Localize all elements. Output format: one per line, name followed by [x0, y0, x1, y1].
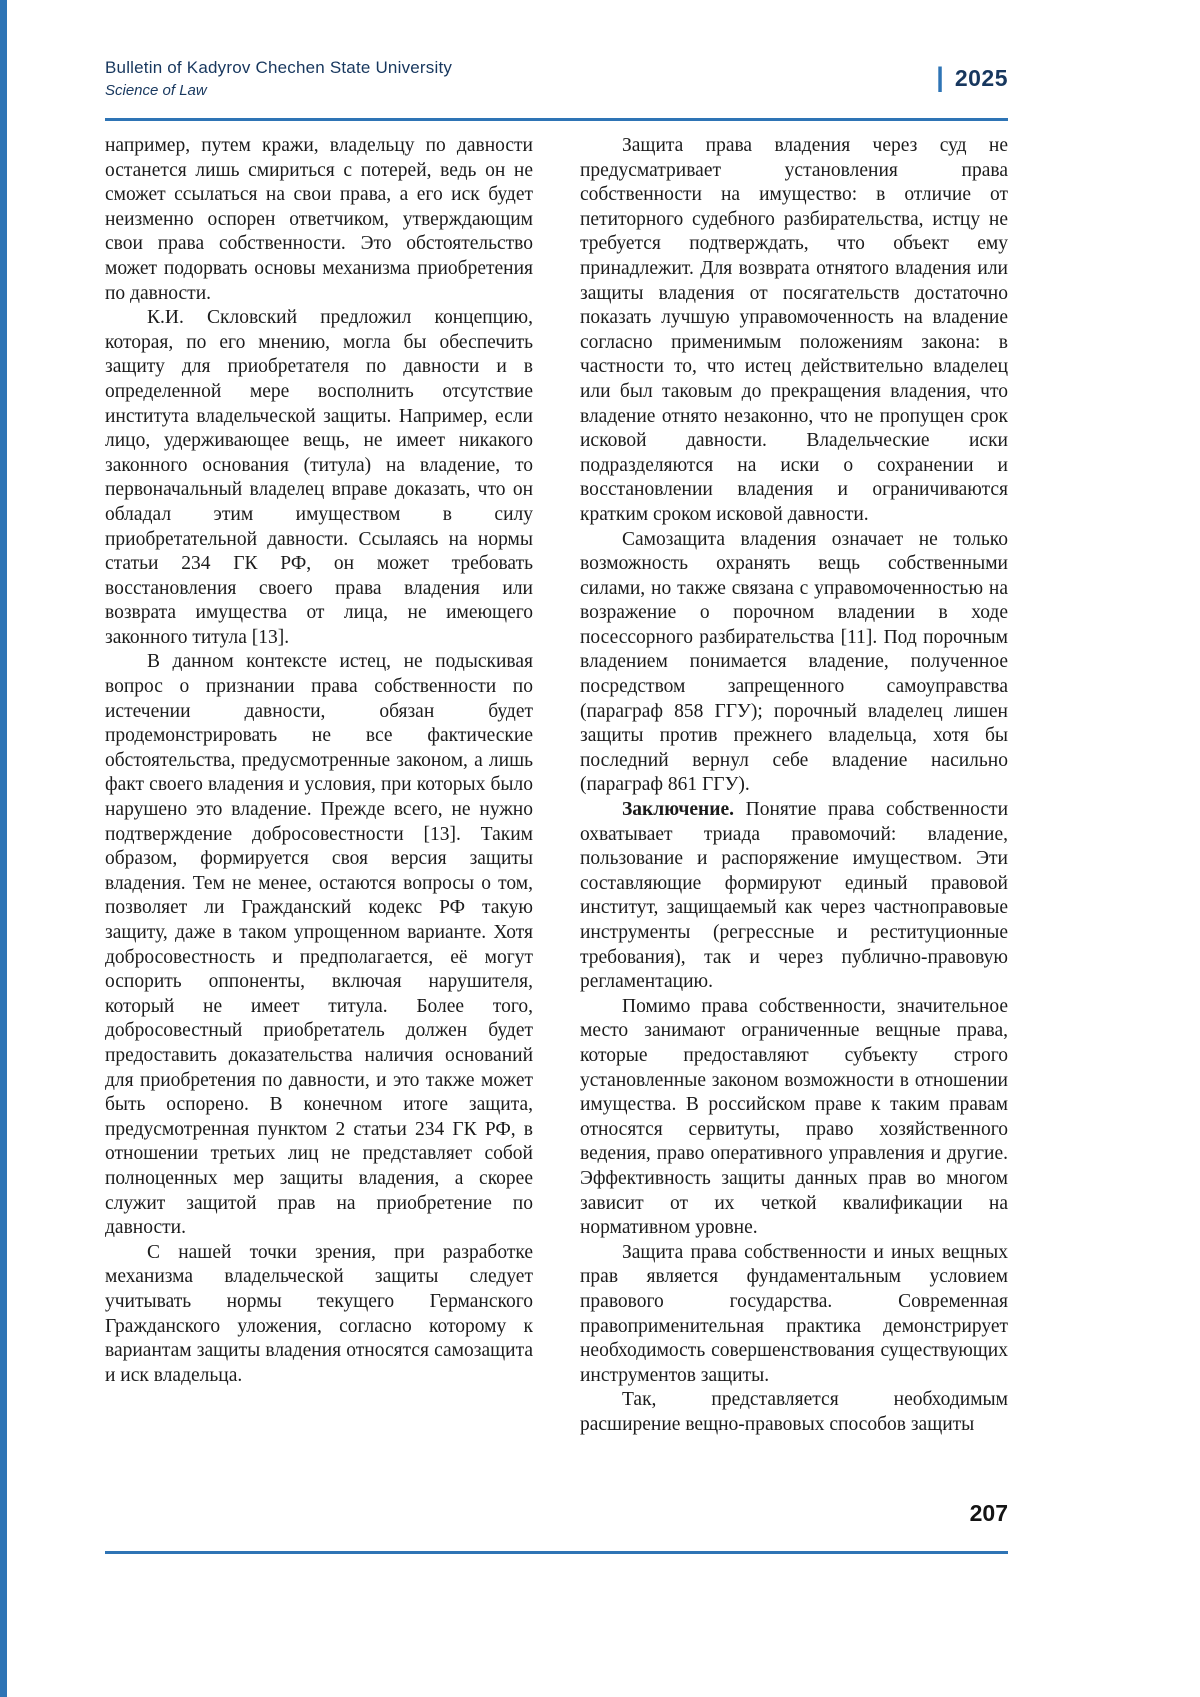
- paragraph: С нашей точки зрения, при разработке механизма владельческой защиты следует учитывать нормы текущего Германского Гражданского уложения, согласно которому к вариантам защиты владения относятся самозащита и иск владельца.: [105, 1241, 533, 1386]
- paragraph: Защита права собственности и иных вещных прав является фундаментальным условием правового государства. Современная правоприменительная практика демонстрирует необходимость совершенствования существующих инструментов защиты.: [580, 1241, 1008, 1386]
- paragraph: Самозащита владения означает не только возможность охранять вещь собственными силами, но также связана с управомоченностью на возражение о порочном владении в ходе посессорного разбирательства [11]. Под порочным владением понимается владение, полученное посредством запрещенного самоуправства (параграф 858 ГГУ); порочный владелец лишен защиты против прежнего владельца, хотя бы последний вернул себе владение насильно (параграф 861 ГГУ).: [580, 528, 1008, 796]
- footer-rule: [105, 1551, 1008, 1554]
- paragraph: Защита права владения через суд не предусматривает установления права собственности на имущество: в отличие от петиторного судебного разбирательства, истцу не требуется подтверждать, что объект ему принадлежит. Для возврата отнятого владения или защиты владения от посягательств достаточно показать лучшую управомоченность на владение согласно применимым положениям закона: в частности то, что истец действительно владелец или был таковым до прекращения владения, что владение отнято незаконно, что не пропущен срок исковой давности. Владельческие иски подразделяются на иски о сохранении и восстановлении владения и ограничиваются кратким сроком исковой давности.: [580, 135, 1008, 525]
- journal-title: Bulletin of Kadyrov Chechen State University: [105, 58, 453, 77]
- journal-header-right: [936, 62, 1008, 92]
- journal-subtitle: Science of Law: [105, 82, 207, 99]
- left-accent-bar: [0, 0, 7, 1697]
- journal-header-left: [105, 58, 452, 99]
- article-body: [105, 134, 1008, 1437]
- paragraph: Так, представляется необходимым расширение вещно-правовых способов защиты: [580, 1389, 1008, 1435]
- year-separator: |: [936, 62, 944, 92]
- journal-header: [105, 58, 1008, 99]
- left-column: [105, 134, 533, 1437]
- paragraph: К.И. Скловский предложил концепцию, которая, по его мнению, могла бы обеспечить защиту для приобретателя по давности и в определенной мере восполнить отсутствие института владельческой защиты. Например, если лицо, удерживающее вещь, не имеет никакого законного основания (титула) на владение, то первоначальный владелец вправе доказать, что он обладал этим имуществом в силу приобретательной давности. Ссылаясь на нормы статьи 234 ГК РФ, он может требовать восстановления своего права владения или возврата имущества от лица, не имеющего законного титула [13].: [105, 307, 533, 648]
- paragraph: В данном контексте истец, не подыскивая вопрос о признании права собственности по истечении давности, обязан будет продемонстрировать не все фактические обстоятельства, предусмотренные законом, а лишь факт своего владения и условия, при которых было нарушено это владение. Прежде всего, не нужно подтверждение добросовестности [13]. Таким образом, формируется своя версия защиты владения. Тем не менее, остаются вопросы о том, позволяет ли Гражданский кодекс РФ такую защиту, даже в таком упрощенном варианте. Хотя добросовестность и предполагается, её могут оспорить оппоненты, включая нарушителя, который не имеет титула. Более того, добросовестный приобретатель должен будет предоставить доказательства наличия оснований для приобретения по давности, и это также может быть оспорено. В конечном итоге защита, предусмотренная пунктом 2 статьи 234 ГК РФ, в отношении третьих лиц не представляет собой полноценных мер защиты владения, а скорее служит защитой прав на приобретение по давности.: [105, 651, 533, 1239]
- paragraph-conclusion: [580, 798, 1008, 995]
- page-number: 207: [969, 1500, 1008, 1526]
- header-rule: [105, 118, 1008, 121]
- paragraph: например, путем кражи, владельцу по давности останется лишь смириться с потерей, ведь он не сможет ссылаться на свои права, а его иск будет неизменно оспорен ответчиком, утверждающим свои права собственности. Это обстоятельство может подорвать основы механизма приобретения по давности.: [105, 135, 533, 304]
- publication-year: 2025: [954, 65, 1008, 91]
- right-column: [580, 134, 1008, 1437]
- paragraph: Помимо права собственности, значительное место занимают ограниченные вещные права, которые предоставляют субъекту строго установленные законом возможности в отношении имущества. В российском праве к таким правам относятся сервитуты, право хозяйственного ведения, право оперативного управления и другие. Эффективность защиты данных прав во многом зависит от их четкой квалификации на нормативном уровне.: [580, 995, 1008, 1239]
- conclusion-heading: Заключение.: [622, 799, 735, 821]
- conclusion-text: Понятие права собственности охватывает триада правомочий: владение, пользование и распоряжение имуществом. Эти составляющие формируют единый правовой институт, защищаемый как через частноправовые инструменты (регрессные и реституционные требования), так и через публично-правовую регламентацию.: [580, 799, 1009, 993]
